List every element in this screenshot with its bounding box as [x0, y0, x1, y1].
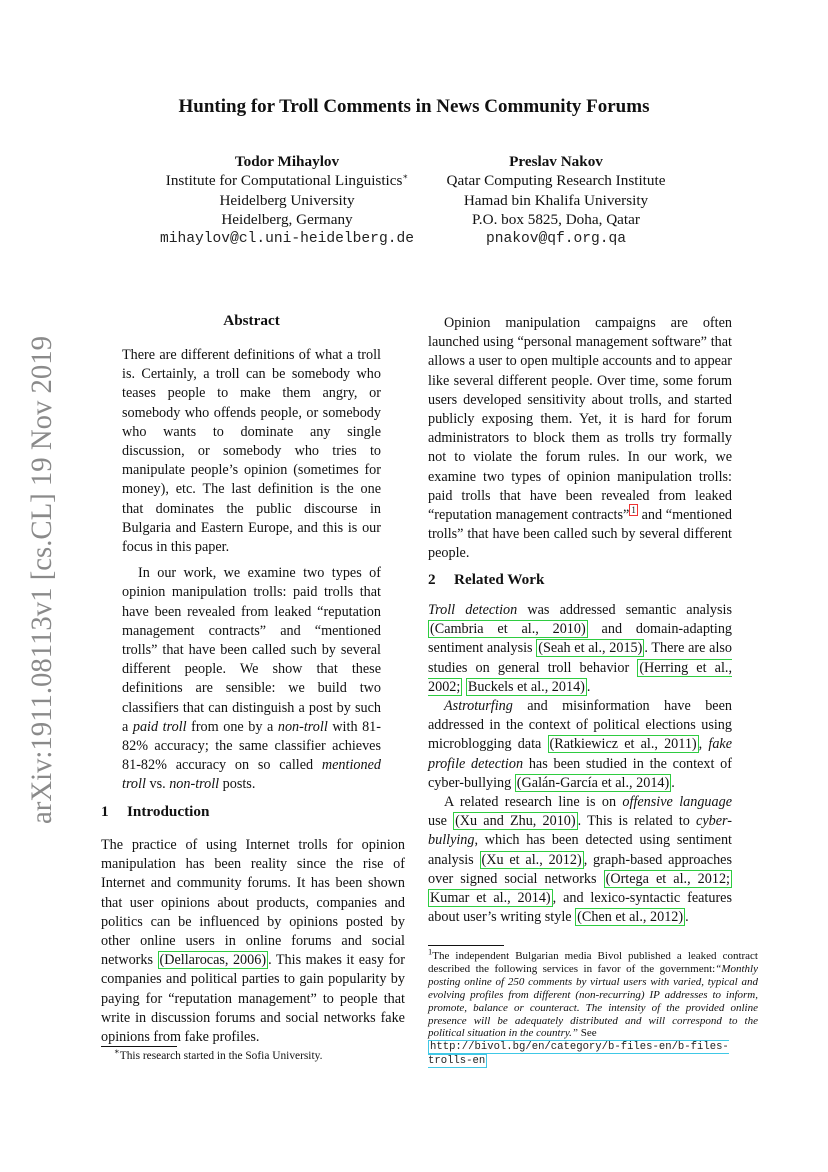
abstract-heading: Abstract — [223, 312, 280, 329]
footnote-link[interactable]: 1 — [631, 505, 636, 516]
author-block-2 — [430, 152, 682, 249]
author-university: Heidelberg University — [219, 191, 355, 209]
related-paragraph: Astroturfing and misinformation have been addressed in the context of political elections using microblogging data (Ratkiewicz et al., 2011) , fake profile detection has been studied in the context of cyber-bullying (Galán-García et al., 2014) . — [428, 698, 733, 791]
section-heading-related-work: 2 Related Work — [428, 571, 545, 588]
author-affiliation: Institute for Computational Linguistics∗ — [165, 171, 409, 190]
author-location: P.O. box 5825, Doha, Qatar — [472, 211, 640, 229]
author-name: Preslav Nakov — [509, 153, 603, 170]
citation-link[interactable]: Kumar et al., 2014) — [430, 890, 551, 907]
introduction-body — [101, 836, 405, 1047]
author-university: Hamad bin Khalifa University — [463, 191, 649, 209]
footnote-right: $^1$The independent Bulgarian media Bivol published a leaked contract described the following services in favor of the government:“Monthly posting online of 250 comments by virtual users with varied, typical and evolving profiles from different (non-recurring) IP addresses to inform, promote, balance or counteract. The intensity of the provided online presence will be adequately distributed and will correspond to the political situation in the country.” See http://bivol.bg/en/category/b-files-en/b-files-trolls-en — [428, 946, 758, 1068]
abstract-body — [122, 346, 381, 795]
related-work-body — [428, 601, 732, 927]
citation-link[interactable]: (Seah et al., 2015) — [538, 640, 643, 657]
citation-link[interactable]: (Chen et al., 2012) — [577, 909, 684, 926]
citation-link[interactable]: (Dellarocas, 2006) — [159, 952, 267, 969]
footnote-left: ∗This research started in the Sofia University. — [114, 1046, 323, 1062]
introduction-paragraph: Opinion manipulation campaigns are often launched using “personal management software” that allows a user to open multiple accounts and to appear like several different people. Over time, some forum users developed sensitivity about trolls, and started publicly exposing them. Yet, it is hard for forum administrators to block them as trolls try formally not to violate the forum rules. In our work, we examine two types of opinion manipulation trolls: paid trolls that have been revealed from leaked “reputation management contracts” $^1$ and “mentioned trolls” that have been called such by several different people. — [428, 315, 732, 562]
citation-link[interactable]: (Galán-García et al., 2014) — [516, 774, 670, 791]
paper-title: Hunting for Troll Comments in News Community Forums — [178, 96, 650, 117]
author-email: mihaylov@cl.uni-heidelberg.de — [160, 230, 414, 247]
abstract-paragraph: In our work, we examine two types of opinion manipulation trolls: paid trolls that have been revealed from leaked “reputation management contracts” and “mentioned trolls” that have been called such by several different people. We show that these definitions are sensible: we build two classifiers that can distinguish a post by such a paid troll from one by a non-troll with 81-82% accuracy; the same classifier achieves 81-82% accuracy on so called mentioned troll vs. non-troll posts. — [122, 565, 381, 793]
right-column-body — [428, 314, 732, 564]
footnote-rule — [101, 1046, 177, 1047]
author-block-1 — [134, 152, 440, 249]
citation-link[interactable]: (Ortega et al., 2012; — [605, 870, 731, 887]
arxiv-stamp — [20, 330, 60, 830]
citation-link[interactable]: (Herring et al., 2002; — [428, 659, 733, 695]
citation-link[interactable]: (Ratkiewicz et al., 2011) — [549, 736, 697, 753]
related-paragraph: A related research line is on offensive language use (Xu and Zhu, 2010) . This is related to cyber-bullying, which has been detected using sentiment analysis (Xu et al., 2012) , graph-based approaches over signed social networks (Ortega et al., 2012; Kumar et al., 2014) , and lexico-syntactic features about user’s writing style (Chen et al., 2012) . — [428, 794, 732, 926]
footnote-url-link[interactable]: http://bivol.bg/en/category/b-files-en/b-files-trolls-en — [428, 1041, 729, 1068]
author-email: pnakov@qf.org.qa — [485, 230, 627, 247]
abstract-paragraph: There are different definitions of what a troll is. Certainly, a troll can be somebody who teases people to make them angry, or somebody who offends people, or somebody who wants to dominate any single discussion, or somebody who tries to manipulate people’s opinion (sometimes for money), etc. The last definition is the one that dominates the public discourse in Bulgaria and Eastern Europe, and this is our focus in this paper. — [122, 347, 381, 556]
footnote-rule — [428, 945, 504, 946]
citation-link[interactable]: (Xu and Zhu, 2010) — [455, 813, 576, 830]
arxiv-stamp-text: arXiv:1911.08113v1 [cs.CL] 19 Nov 2019 — [25, 330, 58, 824]
section-heading-introduction: 1 Introduction — [101, 803, 210, 820]
citation-link[interactable]: (Xu et al., 2012) — [481, 851, 582, 868]
author-location: Heidelberg, Germany — [221, 211, 353, 229]
citation-link[interactable]: Buckels et al., 2014) — [467, 678, 585, 695]
author-name: Todor Mihaylov — [234, 153, 340, 170]
introduction-paragraph: The practice of using Internet trolls for opinion manipulation has been reality since the rise of Internet and community forums. It has been shown that user opinions about products, companies and politics can be influenced by opinions posted by other online users in online forums and social networks (Dellarocas, 2006) . This makes it easy for companies and political parties to gain popularity by paying for “reputation management” to people that write in discussion forums and social networks fake opinions from fake profiles. — [101, 837, 406, 1046]
citation-link[interactable]: (Cambria et al., 2010) — [430, 621, 586, 638]
related-paragraph: Troll detection was addressed semantic analysis (Cambria et al., 2010) and domain-adapting sentiment analysis (Seah et al., 2015) . There are also studies on general troll behavior (Herring et al., 2002; Buckels et al., 2014) . — [428, 602, 733, 695]
author-affiliation: Qatar Computing Research Institute — [446, 172, 666, 190]
